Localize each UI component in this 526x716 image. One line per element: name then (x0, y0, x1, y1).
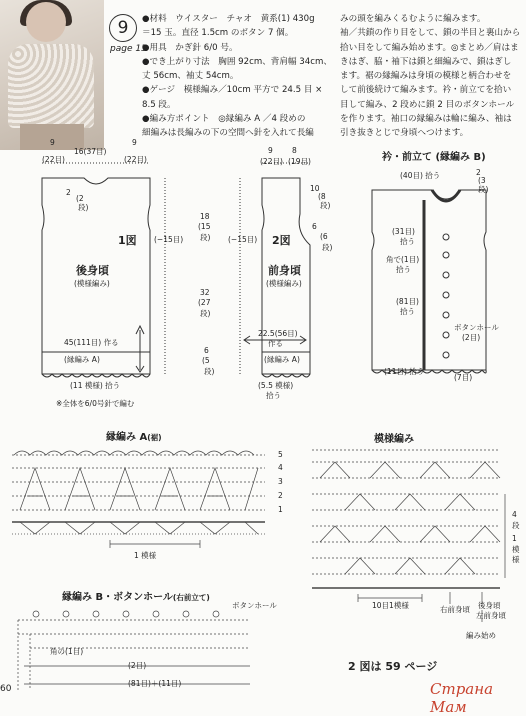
front-pick-up: (5.5 模様) (258, 381, 294, 390)
pattern-side-label: 1 (512, 534, 517, 543)
collar-label: 拾う (400, 237, 415, 246)
front-dim-shoulder: 9 (268, 146, 273, 155)
marker-right-front: 右前身頃 (440, 605, 470, 614)
back-dim-shoulder-left: 9 (50, 138, 55, 147)
front-dim-shoulder-sts: (22目) (260, 157, 283, 166)
edge-a-row-num: 1 (278, 505, 283, 514)
front-border-label: (縁編み A) (264, 355, 300, 364)
edge-b-title-text: 縁編み B・ボタンホール (62, 592, 173, 603)
pattern-side-label: 4 (512, 510, 517, 519)
pattern-side-label: 様 (512, 555, 520, 564)
back-body-height: 32 (200, 288, 210, 297)
edge-a-row-num: 4 (278, 463, 283, 472)
back-fig-label: 1図 (118, 234, 137, 247)
marker-back: 後身頃 (478, 601, 501, 610)
back-piece-sub: (模様編み) (74, 279, 110, 288)
back-neck-depth: 2 (66, 188, 71, 197)
collar-title: 衿・前立て (縁編み B) (382, 152, 486, 163)
back-armhole-decrease: (−15目) (154, 235, 184, 244)
back-armhole-height: 18 (200, 212, 210, 221)
instruction-line: きはぎ、脇・袖下は鎖と細編みで、鎖はぎし (340, 56, 512, 67)
collar-label: (40目) 拾う (400, 171, 441, 180)
pattern-title: 模様編み (374, 434, 414, 445)
front-dim-neck: 8 (292, 146, 297, 155)
collar-label: (31目) (392, 227, 415, 236)
collar-label: (7目) (454, 373, 473, 382)
page-reference: page 15 (110, 44, 147, 54)
instruction-line: 拾い目をして編み始めます。◎まとめ／肩はま (340, 42, 519, 53)
collar-label: (3 (478, 176, 486, 185)
back-armhole-rows: (15 (198, 222, 211, 231)
materials-line: 8.5 段。 (142, 99, 176, 110)
collar-label: ボタンホール (454, 323, 499, 332)
edge-b-bottom-sts: (2目) (128, 661, 147, 670)
materials-line: ●用具 かぎ針 6/0 号。 (142, 42, 238, 53)
collar-label: 拾う (396, 265, 411, 274)
pattern-chart (312, 450, 505, 622)
edge-b-title (62, 588, 210, 603)
back-body-rows-unit: 段) (200, 309, 211, 318)
marker-left-front: 左前身頃 (476, 611, 506, 620)
back-dim-neck: 16(37目) (74, 147, 107, 156)
pattern-number: 9 (109, 14, 137, 42)
back-armhole-rows-unit: 段) (200, 233, 211, 242)
materials-line: ●でき上がり寸法 胸囲 92cm、背肩幅 34cm、 (142, 56, 332, 67)
materials-line: ＝15 玉。直径 1.5cm のボタン 7 個。 (142, 28, 294, 39)
back-neck-depth: 段) (78, 203, 89, 212)
front-neck-rows: (8 (318, 192, 326, 201)
front-fig-label: 2図 (272, 234, 291, 247)
instruction-line: ます。裾の縁編みは身頃の模様と柄合わせを (340, 71, 512, 82)
front-neck-depth: 10 (310, 184, 320, 193)
pattern-side-label: 段 (512, 521, 520, 530)
edge-a-title-text: 縁編み A (106, 432, 148, 443)
materials-line: ●材料 ウイスター チャオ 黄系(1) 430g (142, 14, 315, 24)
back-dim-shoulder-left-sts: (22目) (42, 155, 65, 164)
back-piece-name: 後身頃 (76, 264, 109, 277)
materials-line: 丈 56cm、袖丈 54cm。 (142, 71, 239, 82)
front-armhole-decrease: (−15目) (228, 235, 258, 244)
collar-label: 拾う (400, 307, 415, 316)
front-neck-rows2: (6 (320, 232, 328, 241)
back-pick-up: (11 模様) 拾う (70, 381, 121, 390)
edge-b-title-sub: (右前立て) (172, 593, 210, 602)
edge-a-row-num: 3 (278, 477, 283, 486)
collar-body-outline (372, 190, 486, 370)
pattern-repeat-label: 10目1模様 (372, 601, 409, 610)
back-border-rows: (5 (202, 356, 210, 365)
instruction-line: を作ります。袖口の縁編みは輪に編み、袖は (340, 114, 512, 125)
instruction-line: 袖／共鎖の作り目をして、鎖の半目と裏山から (340, 28, 521, 39)
edge-a-row-num: 5 (278, 450, 283, 459)
instruction-line: して前後続けて編みます。衿・前立てを拾い (340, 85, 512, 96)
front-dim-neck-sts: (19目) (288, 157, 311, 166)
edge-a-title-sub: (裾) (147, 433, 162, 442)
materials-line: ●編み方ポイント ◎縁編み A ／4 段めの (142, 114, 306, 125)
edge-b-corner-label: 角の(1目) (50, 647, 84, 656)
front-neck-rows-unit: 段) (320, 201, 331, 210)
back-dim-shoulder-right-sts: (22目) (124, 155, 147, 164)
edge-a-repeat-label: 1 模様 (134, 551, 157, 560)
front-pick-up-2: 拾う (266, 391, 281, 400)
page-number: 60 (0, 684, 12, 694)
front-piece-name: 前身頃 (268, 264, 301, 277)
materials-line: ●ゲージ 模様編み／10cm 平方で 24.5 目 × (142, 85, 323, 96)
collar-label: (81目) (396, 297, 419, 306)
back-border-height: 6 (204, 346, 209, 355)
edge-b-total-label: (81目)＋(11目) (128, 679, 182, 688)
needle-note: ※全体を6/0号針で編む (56, 399, 135, 408)
back-body-rows: (27 (198, 298, 211, 307)
collar-label: 2 (476, 168, 481, 177)
back-dim-shoulder-right: 9 (132, 138, 137, 147)
pattern-start: 編み始め (466, 631, 496, 640)
edge-a-row-num: 2 (278, 491, 283, 500)
collar-label: (2目) (462, 333, 481, 342)
edge-b-buttonhole-label: ボタンホール (232, 601, 277, 610)
front-chain-start-2: 作る (268, 339, 283, 348)
back-border-rows-unit: 段) (204, 367, 215, 376)
front-neck-depth2: 6 (312, 222, 317, 231)
instruction-line: 引き抜きとじで身頃へつけます。 (340, 128, 469, 139)
back-chain-start: 45(111目) 作る (64, 338, 119, 347)
back-border-label: (縁編み A) (64, 355, 100, 364)
collar-label: 角で(1目) (386, 255, 420, 264)
instruction-line: みの頭を編みくるむように編みます。 (340, 14, 486, 24)
collar-label: (11目) 拾う (384, 367, 425, 376)
figure-2-note: 2 図は 59 ページ (348, 660, 438, 673)
back-neck-depth: (2 (76, 194, 84, 203)
instruction-line: 目して編み、2 段めに鎖 2 目のボタンホール (340, 99, 515, 110)
pattern-side-label: 模 (512, 545, 520, 554)
edge-a-title (106, 428, 162, 443)
edge-a-chart (12, 451, 265, 548)
collar-label: 段) (478, 185, 489, 194)
front-piece-sub: (模様編み) (266, 279, 302, 288)
watermark: Страна Мам (430, 680, 494, 716)
front-chain-start: 22.5(56目) (258, 329, 298, 338)
front-neck-rows2-unit: 段) (322, 243, 333, 252)
materials-line: 細編みは長編みの下の空間へ針を入れて長編 (142, 128, 314, 139)
